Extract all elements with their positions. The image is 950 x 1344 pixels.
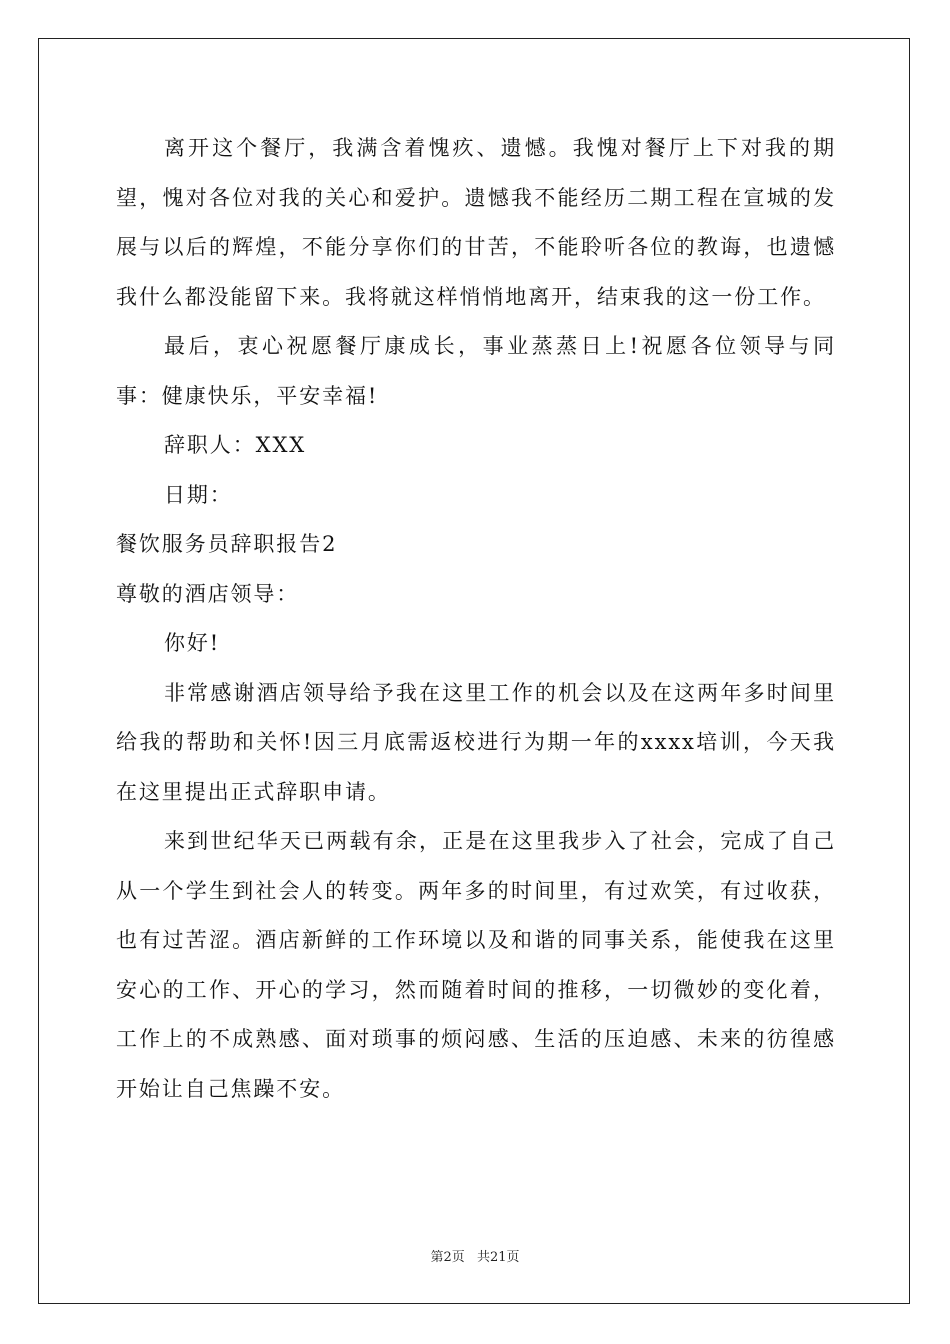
salutation: 尊敬的酒店领导： [116,581,300,606]
page-total: 共21页 [476,1250,520,1265]
paragraph-reflection: 来到世纪华天已两载有余，正是在这里我步入了社会，完成了自己从一个学生到社会人的转变。两年多的时间里，有过欢笑，有过收获，也有过苦涩。酒店新鲜的工作环境以及和谐的同事关系，能使我在这里安心的工作、开心的学习，然而随着时间的推移，一切微妙的变化着，工作上的不成熟感、面对琐事的烦闷感、生活的压迫感、未来的彷徨感开始让自己焦躁不安。 [116,829,836,1101]
page-number: 第2页 [430,1250,465,1265]
paragraph-thanks: 非常感谢酒店领导给予我在这里工作的机会以及在这两年多时间里给我的帮助和关怀!因三月底需返校进行为期一年的xxxx培训，今天我在这里提出正式辞职申请。 [116,680,836,804]
document-body [116,124,836,1114]
greeting: 你好! [164,631,221,655]
page-footer [0,1246,950,1265]
section-title: 餐饮服务员辞职报告2 [116,532,338,556]
date-line: 日期： [164,482,233,507]
paragraph-apology: 离开这个餐厅，我满含着愧疚、遗憾。我愧对餐厅上下对我的期望，愧对各位对我的关心和爱护。遗憾我不能经历二期工程在宣城的发展与以后的辉煌，不能分享你们的甘苦，不能聆听各位的教诲，也遗憾我什么都没能留下来。我将就这样悄悄地离开，结束我的这一份工作。 [116,136,836,309]
signature-line: 辞职人：XXX [164,433,307,457]
paragraph-wishes: 最后，衷心祝愿餐厅康成长，事业蒸蒸日上!祝愿各位领导与同事：健康快乐，平安幸福! [116,334,836,408]
